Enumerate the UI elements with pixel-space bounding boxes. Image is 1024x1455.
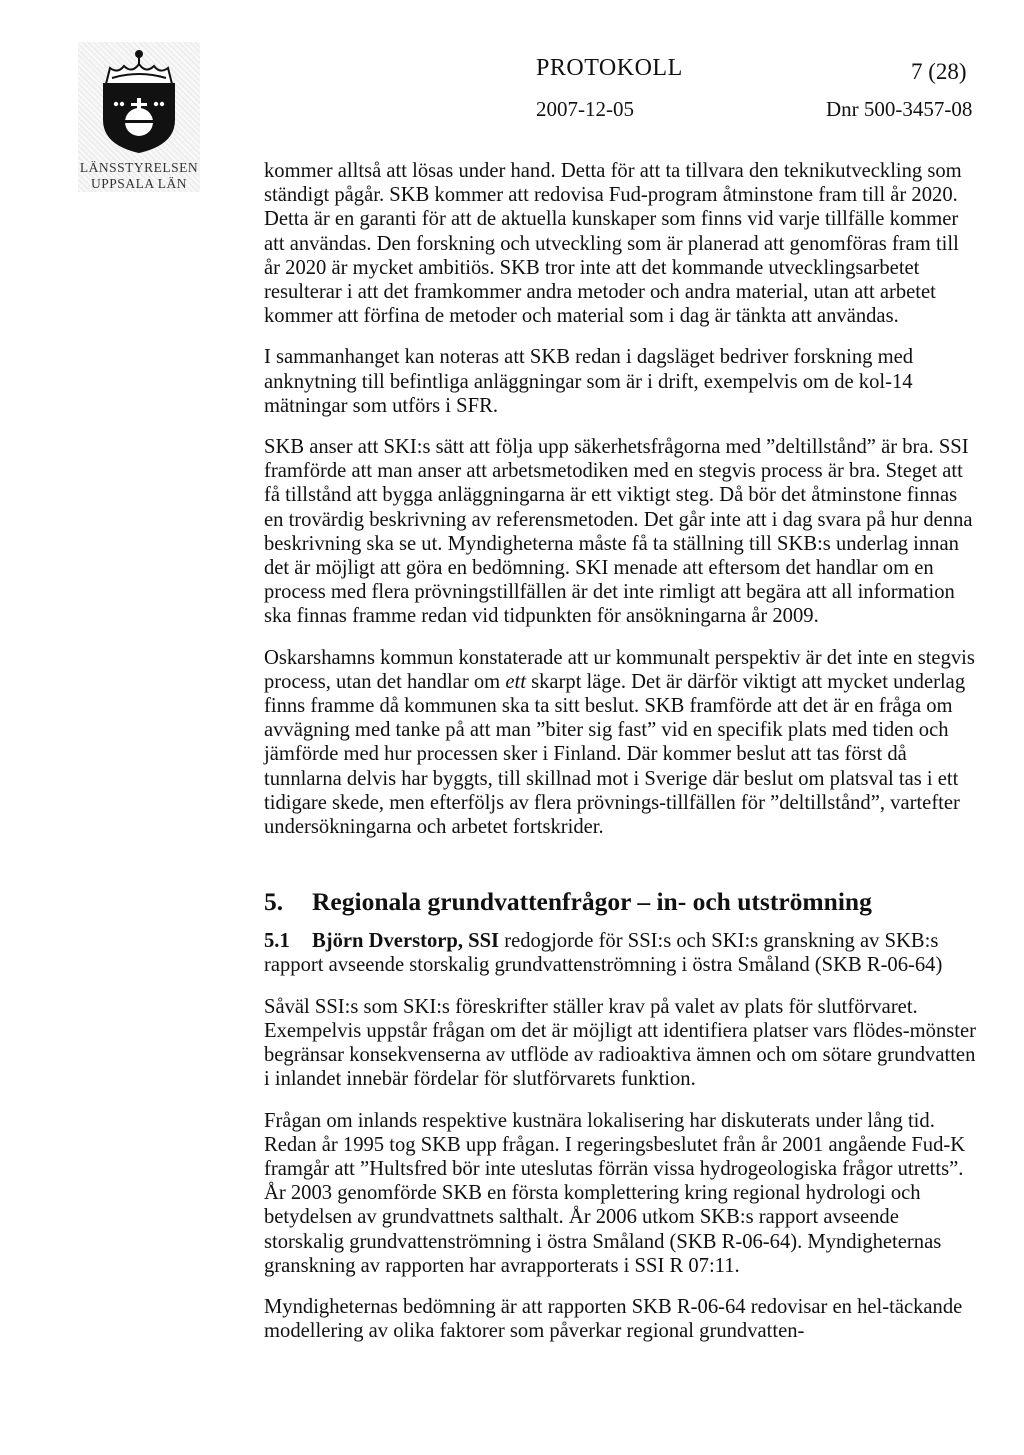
logo-text-line2: UPPSALA LÄN	[91, 176, 187, 191]
paragraph-3: SKB anser att SKI:s sätt att följa upp säkerhetsfrågorna med ”deltillstånd” är bra. SSI framförde att man anser att arbetsmetodiken med en stegvis process är bra. Steget att få tillstånd att bygga anläggningarna är ett viktigt steg. Då bör det åtminstone finnas en trovärdig beskrivning av referensmetoden. Det går inte att i dag svara på hur denna beskrivning ska se ut. Myndigheterna måste få ta ställning till SKB:s underlag innan det är möjligt att göra en bedömning. SKI menade att eftersom det handlar om en process med flera prövningstillfällen är det inte rimligt att begära att all information ska finnas framme redan vid tidpunkten för ansökningarna år 2009.	[264, 436, 973, 628]
section-number: 5.	[264, 887, 284, 917]
subsection-text: redogjorde för SSI:s och SKI:s granskning av SKB:s rapport avseende storskalig grundvattenströmning i östra Småland (SKB R-06-64)	[264, 930, 943, 977]
paragraph-5: Såväl SSI:s som SKI:s föreskrifter ställer krav på valet av plats för slutförvaret. Exempelvis uppstår frågan om det är möjligt att identifiera platser vars flödes-mönster begränsar konsekvenserna av utflöde av radioaktiva ämnen och om sötare grundvatten i inlandet innebär fördelar för slutförvarets funktion.	[264, 995, 976, 1091]
paragraph-4-emphasis: ett	[505, 670, 526, 693]
paragraph-6: Frågan om inlands respektive kustnära lokalisering har diskuterats under lång tid. Redan år 1995 tog SKB upp frågan. I regeringsbeslutet från år 2001 angående Fud-K framgår att ”Hultsfred bör inte uteslutas förrän vissa hydrogeologiska frågor utretts”. År 2003 genomförde SKB en första komplettering kring regional hydrologi och betydelsen av grundvattnets salthalt. År 2006 utkom SKB:s rapport avseende storskalig grundvattenströmning i östra Småland (SKB R-06-64). Myndigheternas granskning av rapporten har avrapporterats i SSI R 07:11.	[264, 1109, 966, 1277]
agency-logo	[58, 42, 220, 192]
paragraph-4-part-a: Oskarshamns kommun konstaterade att ur kommunalt perspektiv är det inte en stegvis process, utan det handlar om	[264, 646, 975, 693]
document-date: 2007-12-05	[536, 97, 634, 121]
document-body	[264, 159, 976, 1360]
section-heading	[264, 887, 976, 917]
speaker-name: Björn Dverstorp, SSI	[312, 930, 500, 953]
page-number: 7 (28)	[911, 59, 967, 84]
section-title: Regionala grundvattenfrågor – in- och utströmning	[312, 887, 872, 917]
logo-text-line1: LÄNSSTYRELSEN	[79, 160, 199, 175]
document-title: PROTOKOLL	[536, 55, 683, 81]
subsection-number: 5.1	[264, 930, 290, 953]
paragraph-7: Myndigheternas bedömning är att rapporten SKB R-06-64 redovisar en hel-täckande modellering av olika faktorer som påverkar regional grundvatten-	[264, 1295, 963, 1343]
subsection-paragraph	[264, 929, 976, 977]
registration-number: Dnr 500-3457-08	[826, 97, 973, 121]
paragraph-4-part-b: skarpt läge. Det är därför viktigt att mycket underlag finns framme då kommunen ska ta sitt beslut. SKB framförde att det är en fråga om avvägning med tanke på att man ”biter sig fast” vid en specifik plats med tiden och jämförde med hur processen sker i Finland. Där kommer beslut att tas först då tunnlarna delvis har byggts, till skillnad mot i Sverige där beslut om platsval tas i ett tidigare skede, men efterföljs av flera prövnings-tillfällen för ”deltillstånd”, vartefter undersökningarna och arbetet fortskrider.	[264, 670, 966, 839]
crowned-coat-of-arms-icon	[96, 48, 182, 156]
paragraph-2: I sammanhanget kan noteras att SKB redan i dagsläget bedriver forskning med anknytning till befintliga anläggningar som är i drift, exempelvis om de kol-14 mätningar som utförs i SFR.	[264, 346, 914, 417]
paragraph-4	[264, 646, 976, 840]
paragraph-1: kommer alltså att lösas under hand. Detta för att ta tillvara den teknikutveckling som ständigt pågår. SKB kommer att redovisa Fud-program åtminstone fram till år 2020. Detta är en garanti för att de aktuella kunskaper som finns vid varje tillfälle kommer att användas. Den forskning och utveckling som är planerad att genomföras fram till år 2020 är mycket ambitiös. SKB tror inte att det kommande utvecklingsarbetet resulterar i att det framkommer andra metoder och andra material, utan att arbetet kommer att förfina de metoder och material som i dag är tänkta att användas.	[264, 160, 962, 328]
